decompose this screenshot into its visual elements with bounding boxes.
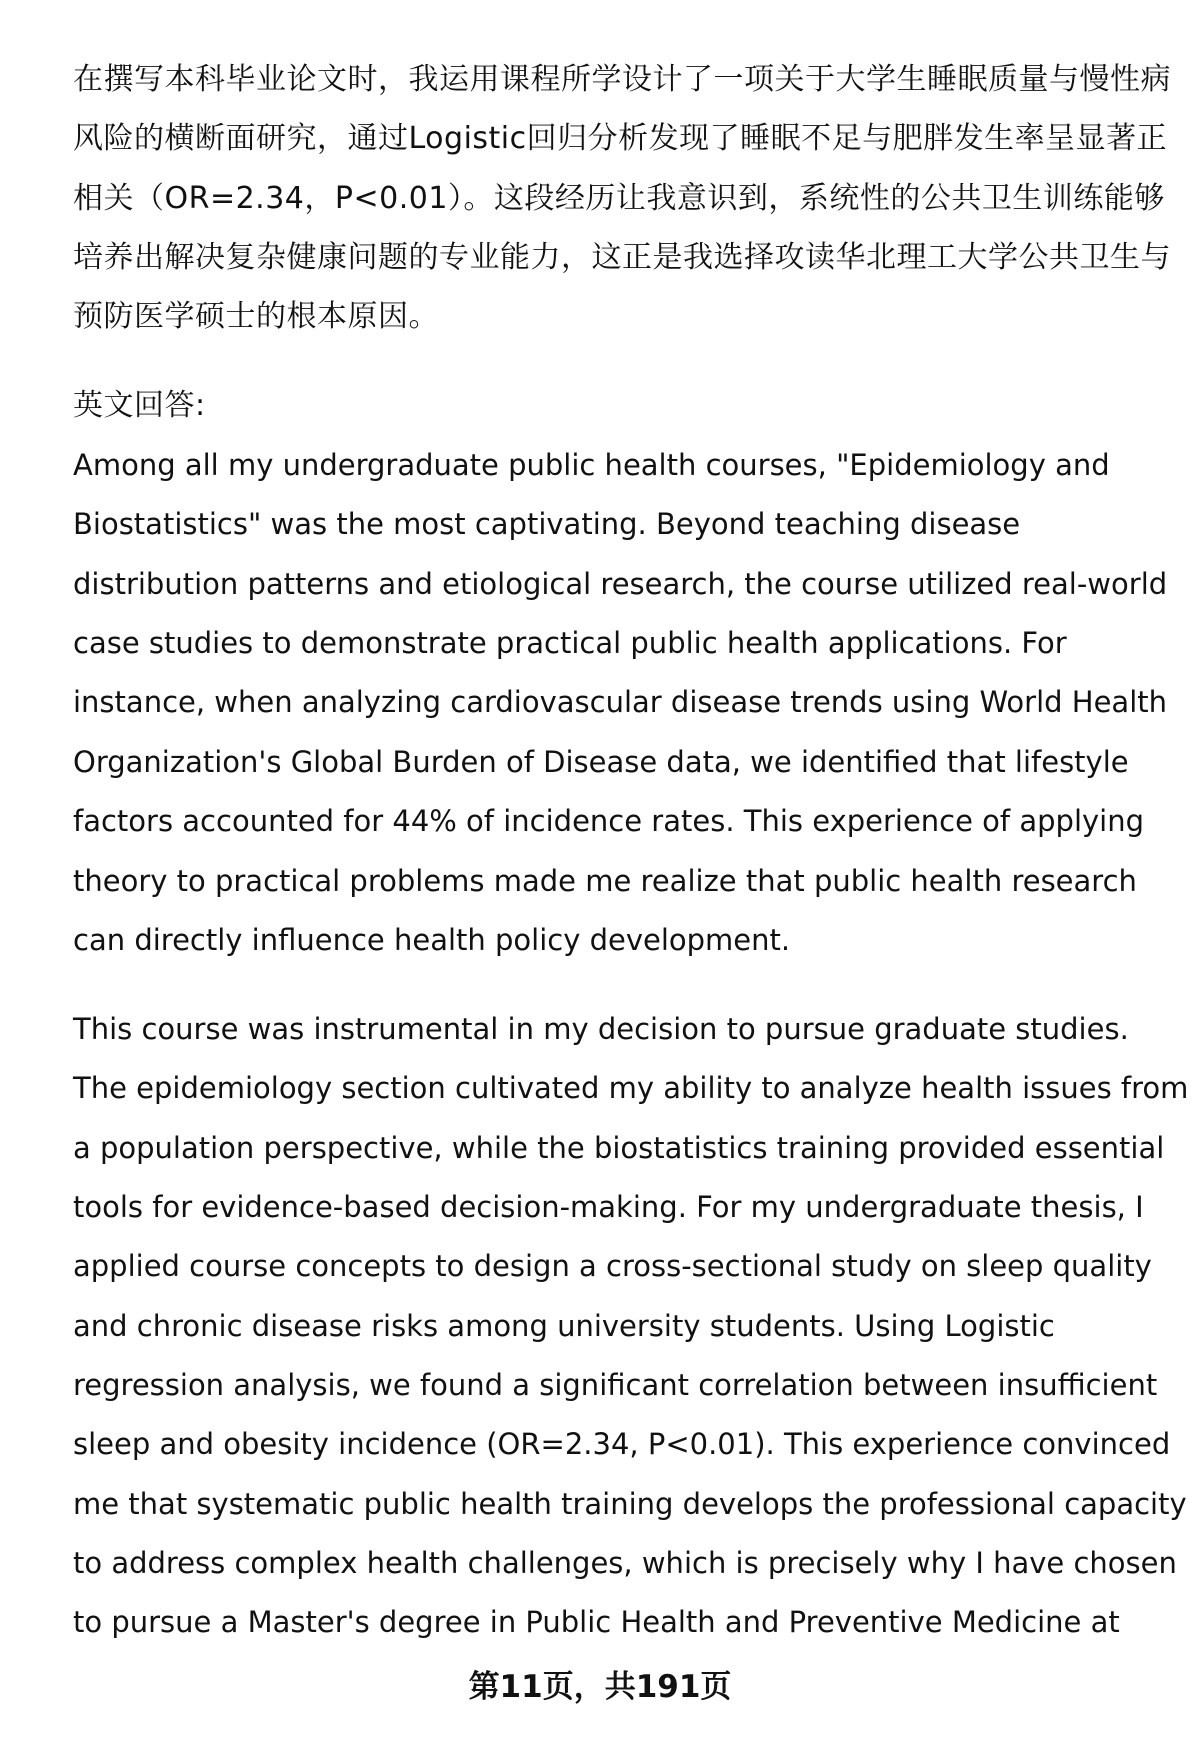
- text-line: regression analysis, we found a significant correlation between insufficient: [73, 1368, 1158, 1402]
- text-line: distribution patterns and etiological research, the course utilized real-world: [73, 567, 1168, 601]
- text-line: to address complex health challenges, which is precisely why I have chosen: [73, 1546, 1177, 1580]
- text-line: factors accounted for 44% of incidence rates. This experience of applying: [73, 804, 1145, 838]
- text-line: 预防医学硕士的根本原因。: [73, 299, 439, 334]
- text-line: sleep and obesity incidence (OR=2.34, P<0.01). This experience convinced: [73, 1427, 1171, 1461]
- text-line: a population perspective, while the biostatistics training provided essential: [73, 1131, 1165, 1165]
- text-line: 培养出解决复杂健康问题的专业能力，这正是我选择攻读华北理工大学公共卫生与: [73, 240, 1171, 275]
- text-line: can directly influence health policy development.: [73, 923, 791, 957]
- text-line: The epidemiology section cultivated my ability to analyze health issues from: [73, 1071, 1189, 1105]
- text-line: Organization's Global Burden of Disease data, we identified that lifestyle: [73, 745, 1129, 779]
- text-line: This course was instrumental in my decision to pursue graduate studies.: [73, 1012, 1129, 1046]
- text-line: and chronic disease risks among university students. Using Logistic: [73, 1309, 1055, 1343]
- text-line: theory to practical problems made me realize that public health research: [73, 864, 1137, 898]
- text-line: 相关（OR=2.34，P<0.01）。这段经历让我意识到，系统性的公共卫生训练能够: [73, 181, 1165, 216]
- text-line: instance, when analyzing cardiovascular disease trends using World Health: [73, 685, 1167, 719]
- english-answer-heading: 英文回答:: [73, 388, 206, 423]
- text-line: 在撰写本科毕业论文时，我运用课程所学设计了一项关于大学生睡眠质量与慢性病: [73, 62, 1171, 97]
- text-line: case studies to demonstrate practical public health applications. For: [73, 626, 1067, 660]
- text-line: me that systematic public health training develops the professional capacity: [73, 1487, 1187, 1521]
- text-line: Among all my undergraduate public health courses, "Epidemiology and: [73, 448, 1110, 482]
- page-number-footer: 第11页，共191页: [468, 1669, 732, 1705]
- text-line: Biostatistics" was the most captivating. Beyond teaching disease: [73, 507, 1021, 541]
- text-line: applied course concepts to design a cross-sectional study on sleep quality: [73, 1249, 1152, 1283]
- text-line: 风险的横断面研究，通过Logistic回归分析发现了睡眠不足与肥胖发生率呈显著正: [73, 121, 1168, 156]
- text-line: to pursue a Master's degree in Public Health and Preventive Medicine at: [73, 1605, 1120, 1639]
- text-line: tools for evidence-based decision-making. For my undergraduate thesis, I: [73, 1190, 1144, 1224]
